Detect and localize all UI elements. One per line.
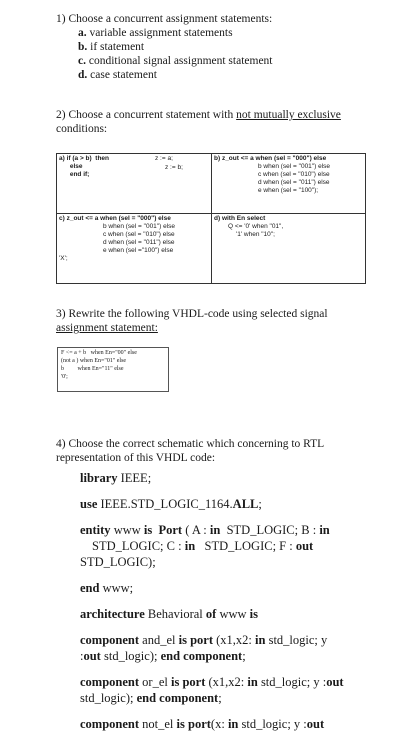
code-line: component not_el is port(x: in std_logic; y :out — [80, 717, 325, 731]
question-4 — [56, 437, 376, 465]
q2-option-b[interactable]: b) z_out <= a when (sel = "000") else b when (sel = "001") else c when (sel = "010") else d when (sel = "011") else e when (sel = "100"); — [212, 154, 366, 214]
code-line: :out std_logic); end component; — [80, 649, 246, 663]
q1-option-a[interactable]: a. variable assignment statements — [78, 27, 233, 39]
q2-option-c[interactable]: c) z_out <= a when (sel = "000") else b when (sel = "001") else c when (sel = "010") else d when (sel = "011") else e when (sel ="100") else 'X'; — [57, 214, 212, 284]
q3-code-box: F <= a + b when En="00" else (not a ) when En="01" else b when En="11" else '0'; — [57, 347, 169, 392]
question-2 — [56, 108, 376, 136]
code-line: STD_LOGIC); — [80, 555, 156, 569]
question-2-title: 2) Choose a concurrent statement with not mutually exclusive — [56, 109, 341, 121]
code-line: entity www is Port ( A : in STD_LOGIC; B : in — [80, 523, 330, 537]
question-4-title: 4) Choose the correct schematic which concerning to RTL — [56, 438, 325, 450]
q2-options-grid — [56, 153, 366, 284]
q1-option-c[interactable]: c. conditional signal assignment statement — [78, 55, 273, 67]
code-line: component or_el is port (x1,x2: in std_logic; y :out — [80, 675, 344, 689]
code-line: component and_el is port (x1,x2: in std_logic; y — [80, 633, 328, 647]
code-line: std_logic); end component; — [80, 691, 222, 705]
question-3-title: 3) Rewrite the following VHDL-code using selected signal — [56, 308, 328, 320]
code-line: STD_LOGIC; C : in STD_LOGIC; F : out — [92, 539, 314, 553]
question-2-title-cont: conditions: — [56, 123, 108, 135]
q2-option-a[interactable]: a) if (a > b) then else end if; z := a; z := b; — [57, 154, 212, 214]
question-3 — [56, 307, 376, 335]
q1-option-b[interactable]: b. if statement — [78, 41, 145, 53]
q2-option-d[interactable]: d) with En select Q <= '0' when "01", '1' when "10"; — [212, 214, 366, 284]
code-line: use IEEE.STD_LOGIC_1164.ALL; — [80, 497, 262, 511]
question-3-title-cont: assignment statement: — [56, 322, 158, 334]
code-line: library IEEE; — [80, 471, 152, 485]
question-1-title: 1) Choose a concurrent assignment statements: — [56, 13, 273, 25]
code-line: end www; — [80, 581, 134, 595]
question-4-title-cont: representation of this VHDL code: — [56, 452, 216, 464]
code-line: architecture Behavioral of www is — [80, 607, 258, 621]
q1-option-d[interactable]: d. case statement — [78, 69, 157, 81]
question-1 — [56, 12, 273, 82]
vhdl-code — [80, 470, 380, 732]
